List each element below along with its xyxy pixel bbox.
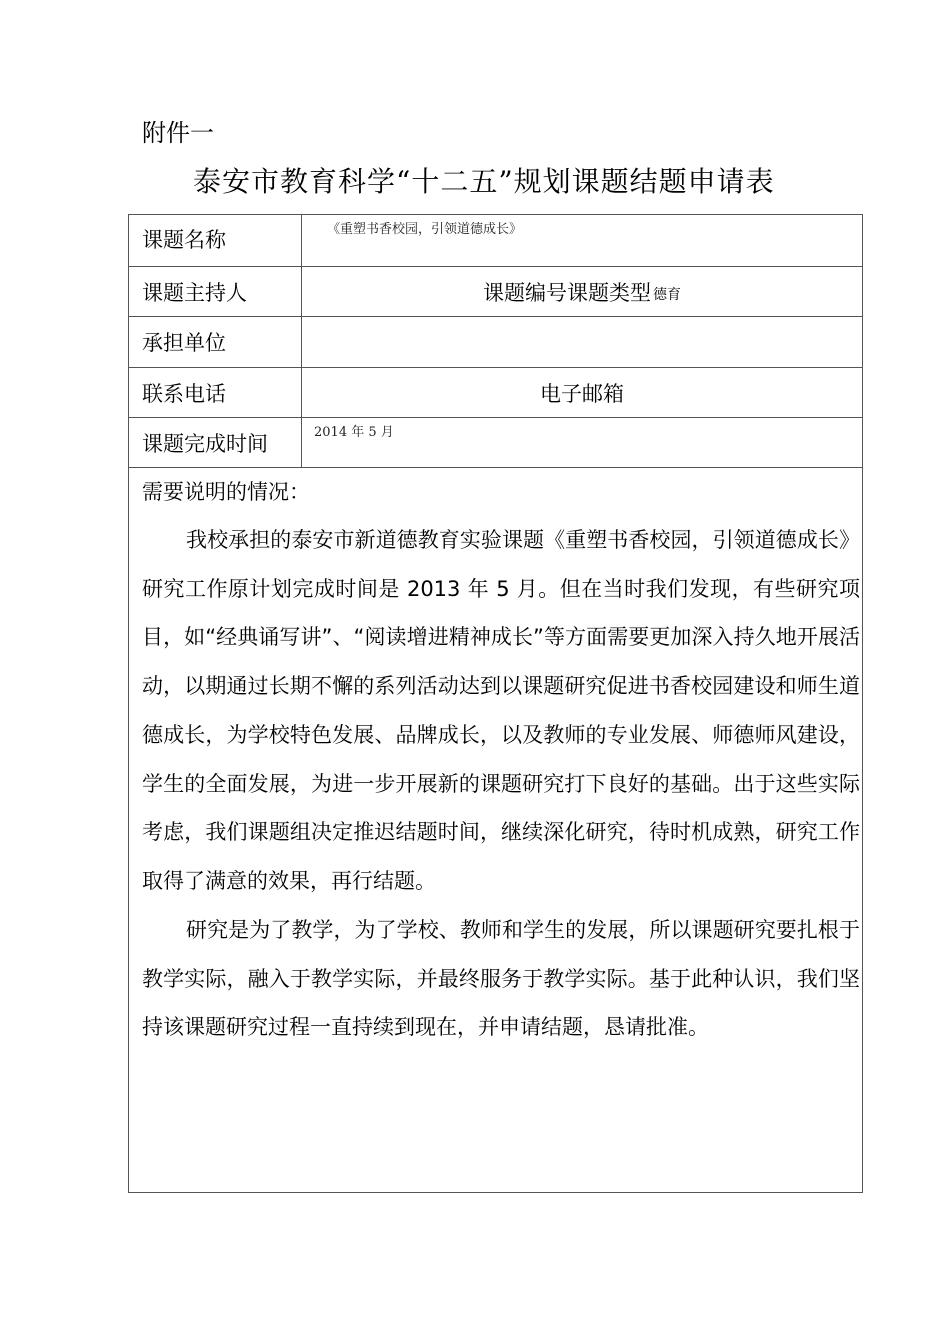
project-type-value: 德育 bbox=[653, 286, 681, 303]
host-value-cell[interactable] bbox=[302, 267, 862, 316]
project-name-label: 课题名称 bbox=[129, 215, 302, 266]
project-name-value-cell[interactable] bbox=[302, 215, 862, 266]
completion-label: 课题完成时间 bbox=[129, 418, 302, 467]
number-type-labels: 课题编号课题类型 bbox=[483, 280, 651, 305]
notes-cell[interactable] bbox=[129, 468, 862, 1192]
notes-paragraph-2: 研究是为了教学，为了学校、教师和学生的发展，所以课题研究要扎根于教学实际，融入于教学实际，并最终服务于教学实际。基于此种认识，我们坚持该课题研究过程一直持续到现在，并申请结题，恳请批准。 bbox=[142, 918, 860, 1040]
unit-label: 承担单位 bbox=[129, 317, 302, 367]
host-number-type bbox=[302, 267, 862, 316]
phone-label: 联系电话 bbox=[129, 368, 302, 417]
notes-heading: 需要说明的情况： bbox=[142, 480, 310, 504]
phone-value-cell[interactable] bbox=[302, 368, 862, 417]
email-label: 电子邮箱 bbox=[540, 381, 624, 406]
document-title: 泰安市教育科学“十二五”规划课题结题申请表 bbox=[193, 165, 775, 198]
completion-row bbox=[129, 418, 862, 468]
host-row bbox=[129, 267, 862, 317]
project-name-value: 《重塑书香校园，引领道德成长》 bbox=[327, 222, 523, 237]
completion-value: 2014 年 5 月 bbox=[314, 425, 394, 440]
attachment-label: 附件一 bbox=[142, 119, 214, 147]
host-label: 课题主持人 bbox=[129, 267, 302, 316]
project-name-row bbox=[129, 215, 862, 267]
unit-value-cell[interactable] bbox=[302, 317, 862, 367]
completion-value-cell[interactable] bbox=[302, 418, 862, 467]
phone-row bbox=[129, 368, 862, 418]
unit-row bbox=[129, 317, 862, 368]
notes-paragraph-1: 我校承担的泰安市新道德教育实验课题《重塑书香校园，引领道德成长》研究工作原计划完成时间是 2013 年 5 月。但在当时我们发现，有些研究项目，如“经典诵写讲”、“阅读增进精神成长”等方面需要更加深入持久地开展活动，以期通过长期不懈的系列活动达到以课题研究促进书香校园建设和师生道德成长，为学校特色发展、品牌成长，以及教师的专业发展、师德师风建设，学生的全面发展，为进一步开展新的课题研究打下良好的基础。出于这些实际考虑，我们课题组决定推迟结题时间，继续深化研究，待时机成熟，研究工作取得了满意的效果，再行结题。 bbox=[142, 528, 860, 893]
application-form-table bbox=[128, 214, 863, 1193]
